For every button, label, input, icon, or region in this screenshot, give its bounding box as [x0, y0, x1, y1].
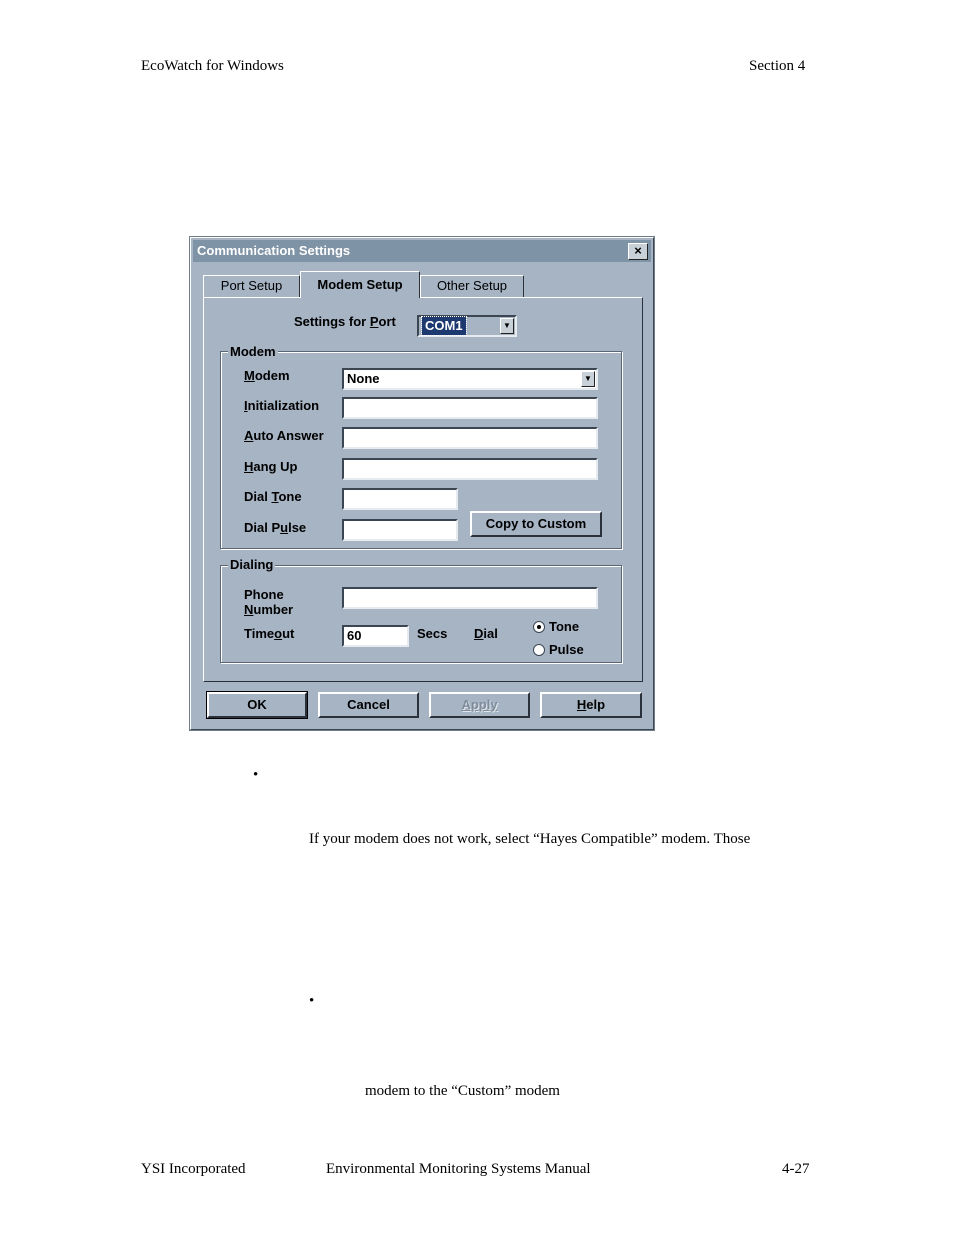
- tone-radio[interactable]: [533, 621, 545, 633]
- tab-label: Modem Setup: [317, 277, 403, 292]
- close-button[interactable]: [628, 243, 648, 260]
- header-section: Section 4: [749, 58, 806, 74]
- bullet-1: •: [253, 767, 259, 783]
- tone-label: Tone: [549, 619, 580, 634]
- footer-page-number: 4-27: [782, 1161, 810, 1177]
- timeout-field[interactable]: 60: [342, 625, 409, 647]
- cancel-label: Cancel: [347, 697, 390, 712]
- dial-label: Dial: [474, 626, 498, 641]
- modem-group-title: Modem: [230, 344, 276, 359]
- chevron-down-icon[interactable]: ▼: [581, 371, 595, 387]
- tab-label: Other Setup: [436, 278, 508, 293]
- tab-modem-setup[interactable]: [300, 271, 420, 298]
- modem-select[interactable]: [342, 368, 598, 390]
- dial-pulse-label: Dial Pulse: [244, 520, 307, 535]
- tab-label: Port Setup: [220, 278, 283, 293]
- cancel-button[interactable]: [318, 692, 419, 718]
- header-title: EcoWatch for Windows: [141, 58, 284, 74]
- help-label: Help: [576, 697, 606, 712]
- hang-up-field[interactable]: [342, 458, 598, 480]
- copy-to-custom-button[interactable]: [470, 511, 602, 537]
- modem-select-value: None: [347, 371, 380, 386]
- dial-tone-field[interactable]: [342, 488, 458, 510]
- settings-for-port-label: Settings for Port: [294, 314, 396, 329]
- port-select-value: COM1: [422, 317, 466, 335]
- dialog-title: Communication Settings: [197, 243, 351, 258]
- dial-pulse-field[interactable]: [342, 519, 458, 541]
- close-icon: ×: [634, 243, 642, 258]
- paragraph-1: If your modem does not work, select “Hayes Compatible” modem. Those: [309, 831, 751, 847]
- initialization-field[interactable]: [342, 397, 598, 419]
- dialing-group-title: Dialing: [230, 557, 274, 572]
- paragraph-2: modem to the “Custom” modem: [365, 1083, 560, 1099]
- apply-label: Apply: [461, 697, 498, 712]
- pulse-label: Pulse: [549, 642, 584, 657]
- copy-to-custom-label: Copy to Custom: [485, 516, 587, 531]
- help-button[interactable]: [540, 692, 642, 718]
- apply-button[interactable]: [429, 692, 530, 718]
- tab-other-setup[interactable]: [420, 275, 524, 297]
- secs-label: Secs: [417, 626, 448, 641]
- communication-settings-dialog: [190, 237, 654, 730]
- ok-button[interactable]: [207, 692, 307, 718]
- auto-answer-label: Auto Answer: [244, 428, 324, 443]
- footer-manual-title: Environmental Monitoring Systems Manual: [326, 1161, 591, 1177]
- timeout-label: Timeout: [244, 626, 295, 641]
- phone-number-label: Phone Number: [244, 587, 294, 617]
- bullet-2: •: [309, 993, 315, 1009]
- dialog-titlebar: [193, 240, 651, 262]
- chevron-down-icon[interactable]: ▼: [500, 318, 514, 334]
- phone-number-field[interactable]: [342, 587, 598, 609]
- port-select[interactable]: [417, 315, 517, 337]
- ok-label: OK: [247, 697, 267, 712]
- initialization-label: Initialization: [244, 398, 320, 413]
- modem-label: Modem: [244, 368, 290, 383]
- dial-tone-label: Dial Tone: [244, 489, 302, 504]
- hang-up-label: Hang Up: [244, 459, 298, 474]
- tab-port-setup[interactable]: [203, 275, 300, 297]
- footer-company: YSI Incorporated: [141, 1161, 246, 1177]
- pulse-radio[interactable]: [533, 644, 545, 656]
- auto-answer-field[interactable]: [342, 427, 598, 449]
